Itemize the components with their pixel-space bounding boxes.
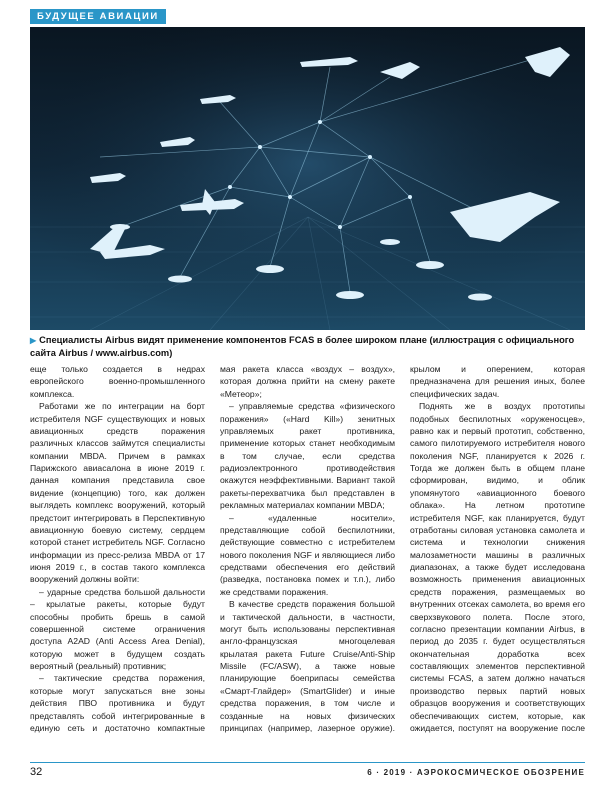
paragraph: – ударные средства большой дальности – крылатые ракеты, которые будут способны пробить брешь в самой совершенной системе ограничения доступа A2AD (Anti Access Area Denial), которую может в будущем создать вероятный (реальный) противник; <box>30 586 205 671</box>
fcas-network-illustration <box>30 27 585 330</box>
illustration-caption <box>30 334 585 360</box>
page-number: 32 <box>30 766 43 778</box>
paragraph: крылом и оперением, которая предназначена для решения иных, более специфических задач. <box>410 364 585 399</box>
paragraph: мая ракета класса «воздух – воздух», которая должна прийти на смену ракете «Метеор»; <box>220 364 395 399</box>
footer-rule <box>30 762 585 763</box>
swarm-drone-6-icon <box>468 294 492 301</box>
paragraph: еще только создается в недрах европейского военно-промышленного комплекса. <box>30 364 205 399</box>
swarm-drone-1-icon <box>256 265 284 273</box>
swarm-drone-3-icon <box>416 261 444 269</box>
paragraph: В качестве средств поражения большой и тактической дальности, в частности, могут быть использованы перспективная англо-французская многоцелевая крылатая ракета Future Cruise/Anti-Ship Missile (FC/ASW), а также новые планирующие боеприпасы семейства «Смарт-Глайдер» (SmartGlider) и иные средства поражения, в том числе и созданные на новых физических принципах (например, лазерное оружие). <box>220 599 395 733</box>
paragraph: – тактические средства поражения, которые могут запускаться вне зоны действия ПВО противника и будут представлять собой интегрированные в единую сеть и достаточно компактные <box>30 673 205 733</box>
caption-text: Специалисты Airbus видят применение компонентов FCAS в более широком плане (иллюстрация с официального сайта Airbus / www.airbus.com) <box>30 335 575 359</box>
swarm-drone-4-icon <box>168 276 192 283</box>
swarm-drone-7-icon <box>110 224 130 230</box>
issue-info: 6 · 2019 · АЭРОКОСМИЧЕСКОЕ ОБОЗРЕНИЕ <box>367 768 585 777</box>
swarm-drone-2-icon <box>336 291 364 299</box>
text-column-2 <box>220 363 395 735</box>
caption-arrow-icon: ▶ <box>30 336 37 345</box>
paragraph: – «удаленные носители», представляющие собой беспилотники, действующие совместно с истребителем нового поколения NGF и являющиеся либо средствами обеспечения его действий (разведка, постановка помех и т.п.), либо же средствами поражения. <box>220 512 395 597</box>
section-tag: БУДУЩЕЕ АВИАЦИИ <box>30 9 166 24</box>
illustration-art <box>30 27 585 330</box>
text-column-1 <box>30 363 205 735</box>
paragraph: Поднять же в воздух прототипы подобных беспилотных «оруженосцев», равно как и первый прототип, собственно, самого пилотируемого истребителя нового поколения NGF, планируется к 2026 г. Тогда же должен быть в общем плане сформирован, видимо, и облик упомянутого «авиационного боевого облака». На летном прототипе истребителя NGF, как планируется, будут отработаны силовая установка самолета и система и технологии снижения малозаметности машины в различных диапазонах, а также будет исследована возможность применения авиационных средств поражения, размещаемых во внутренних отсеках самолета, во время его сверхзвукового полета. После этого, согласно презентации компании Airbus, в период до 2035 г. будет осуществляться окончательная доработка всех составляющих элементов перспективной системы FCAS, а затем должно начаться производство первых партий новых образцов вооружения и соответствующих обеспечивающих систем, которые, как ожидается, поступят на вооружение после <box>410 401 585 733</box>
paragraph: – управляемые средства «физического поражения» («Hard Kill») зенитных управляемых ракет противника, применение которых станет необходимым в том случае, если средства радиоэлектронного противодействия окажутся неэффективными. Вариант такой ракеты-перехватчика был представлен в рекламных материалах компании MBDA; <box>220 401 395 511</box>
swarm-drone-5-icon <box>380 239 400 245</box>
text-column-3 <box>410 363 585 735</box>
paragraph: Работами же по интеграции на борт истребителя NGF существующих и новых авиационных средств поражения различных классов займутся специалисты компании MBDA. Причем в рамках Парижского авиасалона в июне 2019 г. данная компания представила свое видение (концепцию) того, как должен выглядеть комплекс вооружений, который предстоит интегрировать в Перспективную авиационную боевую систему, сердцем которой станет истребитель NGF. Согласно информации из пресс-релиза MBDA от 17 июня 2019 г., в состав такого комплекса вооружений должны войти: <box>30 401 205 585</box>
